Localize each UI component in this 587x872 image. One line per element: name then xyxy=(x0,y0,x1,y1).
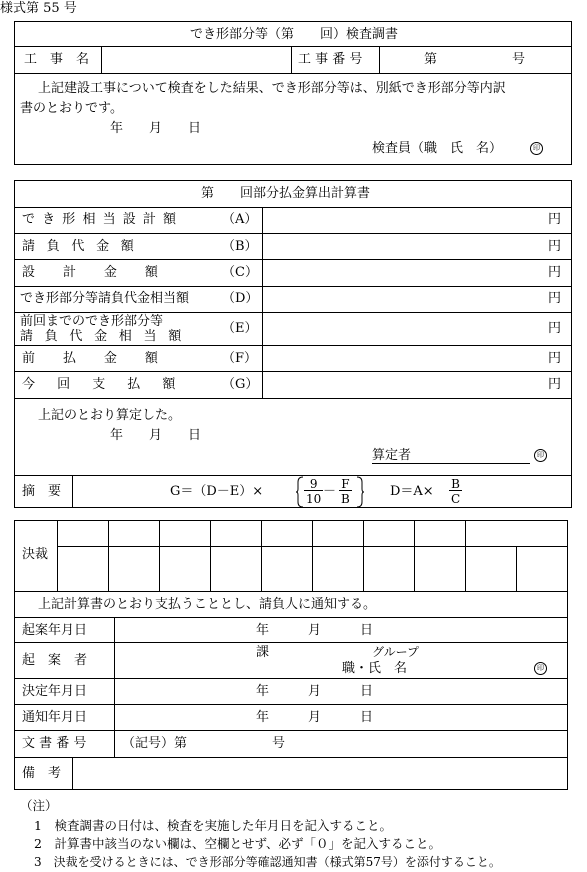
calc-row-a-code: （A） xyxy=(222,212,258,227)
calc-row-b-yen: 円 xyxy=(548,239,562,254)
calc-row-f-yen: 円 xyxy=(548,351,562,366)
calc-row-f-label: 前払金額 xyxy=(22,351,186,366)
calc-row-c-code: （C） xyxy=(222,265,258,280)
calc-row-g-yen: 円 xyxy=(548,377,562,392)
inspection-title: でき形部分等（第 回）検査調書 xyxy=(190,27,399,42)
calc-row-e-code: （E） xyxy=(222,321,258,336)
calc-row-d-label: でき形部分等請負代金相当額 xyxy=(20,291,190,306)
calc-row-e-label-line2: 請負代金相当額 xyxy=(20,329,193,344)
calc-row-e-yen: 円 xyxy=(548,321,562,336)
calc-row-e-field[interactable] xyxy=(263,313,571,344)
seal-icon: 印 xyxy=(534,662,547,675)
fraction-nine-tenths: $\frac{9}{10}$ xyxy=(306,477,322,506)
draft-date-value: 年 月 日 xyxy=(256,623,374,638)
calc-row-b-field[interactable] xyxy=(263,234,571,258)
remarks-label: 備 考 xyxy=(22,766,62,781)
notes-heading: （注） xyxy=(20,798,58,813)
seal-icon: 印 xyxy=(534,449,547,462)
calc-row-g-code: （G） xyxy=(222,377,259,392)
note-item: 3 決裁を受けるときには、でき形部分等確認通知書（様式第57号）を添付すること。 xyxy=(34,855,501,869)
calc-row-g-label: 今回支払額 xyxy=(22,377,198,392)
drafter-group: グループ xyxy=(372,645,420,659)
calc-row-c-label: 設計金額 xyxy=(22,265,186,280)
computed-text: 上記のとおり算定した。 xyxy=(38,408,182,423)
fraction-b-over-c: $\frac{B}{C}$ xyxy=(451,477,461,506)
project-name-field[interactable] xyxy=(102,47,290,72)
inspection-body-line1: 上記建設工事について検査をした結果、でき形部分等は、別紙でき形部分等内訳 xyxy=(38,81,506,96)
inspection-date: 年 月 日 xyxy=(110,121,202,136)
calc-row-c-yen: 円 xyxy=(548,265,562,280)
right-brace-icon xyxy=(356,476,364,508)
seal-icon: 印 xyxy=(530,142,543,155)
summary-label: 摘 要 xyxy=(22,484,62,499)
calculator-label: 算定者 xyxy=(372,448,412,463)
form-number: 様式第 55 号 xyxy=(0,1,77,16)
note-item: 2 計算書中該当のない欄は、空欄とせず、必ず「０」を記入すること。 xyxy=(34,836,441,851)
left-brace-icon xyxy=(296,476,304,508)
doc-number-value: （記号）第 xyxy=(122,736,188,751)
doc-number-label: 文 書 番 号 xyxy=(22,736,87,751)
note-item: 1 検査調書の日付は、検査を実施した年月日を記入すること。 xyxy=(34,818,392,833)
calc-row-c-field[interactable] xyxy=(263,260,571,285)
doc-number-go: 号 xyxy=(272,736,286,751)
approval-stamp-grid[interactable] xyxy=(58,521,567,590)
calc-row-a-field[interactable] xyxy=(263,208,571,232)
project-number-label: 工 事 番 号 xyxy=(298,52,363,67)
calc-row-b-label: 請負代金額 xyxy=(22,239,146,254)
fraction-f-over-b: $\frac{F}{B}$ xyxy=(341,477,350,506)
project-name-label: 工 事 名 xyxy=(24,52,90,67)
notice-text: 上記計算書のとおり支払うこととし、請負人に通知する。 xyxy=(38,597,377,612)
decision-date-value: 年 月 日 xyxy=(256,684,374,699)
calc-row-d-yen: 円 xyxy=(548,291,562,306)
notify-date-value: 年 月 日 xyxy=(256,710,374,725)
calc-row-f-code: （F） xyxy=(222,351,258,366)
formula-minus: － xyxy=(323,484,337,499)
drafter-label: 起 案 者 xyxy=(22,653,88,668)
drafter-ka: 課 xyxy=(256,645,270,660)
calculation-title: 第 回部分払金算出計算書 xyxy=(201,186,371,201)
calc-row-a-yen: 円 xyxy=(548,212,562,227)
calc-row-g-field[interactable] xyxy=(263,372,571,397)
notify-date-label: 通知年月日 xyxy=(22,710,88,725)
calc-row-d-code: （D） xyxy=(222,291,259,306)
calc-row-b-code: （B） xyxy=(222,239,258,254)
inspector-label: 検査員（職 氏 名） xyxy=(372,141,503,156)
calculation-date: 年 月 日 xyxy=(110,428,202,443)
project-number-dai: 第 xyxy=(424,52,438,67)
inspection-body-line2: 書のとおりです。 xyxy=(20,101,123,116)
remarks-field[interactable] xyxy=(73,758,567,789)
formula-d-prefix: D＝A× xyxy=(390,484,434,499)
calc-row-e-label-line1: 前回までのでき形部分等 xyxy=(20,314,164,329)
formula-g-prefix: G＝（D－E）× xyxy=(170,484,264,499)
project-number-field[interactable] xyxy=(380,47,571,72)
draft-date-label: 起案年月日 xyxy=(22,623,88,638)
decision-date-label: 決定年月日 xyxy=(22,684,88,699)
calc-row-a-label: でき形相当設計額 xyxy=(22,212,184,227)
calc-row-f-field[interactable] xyxy=(263,346,571,370)
calc-row-d-field[interactable] xyxy=(263,287,571,311)
project-number-go: 号 xyxy=(512,52,526,67)
drafter-staff-name: 職・氏 名 xyxy=(342,661,408,676)
approval-label: 決裁 xyxy=(22,547,49,562)
